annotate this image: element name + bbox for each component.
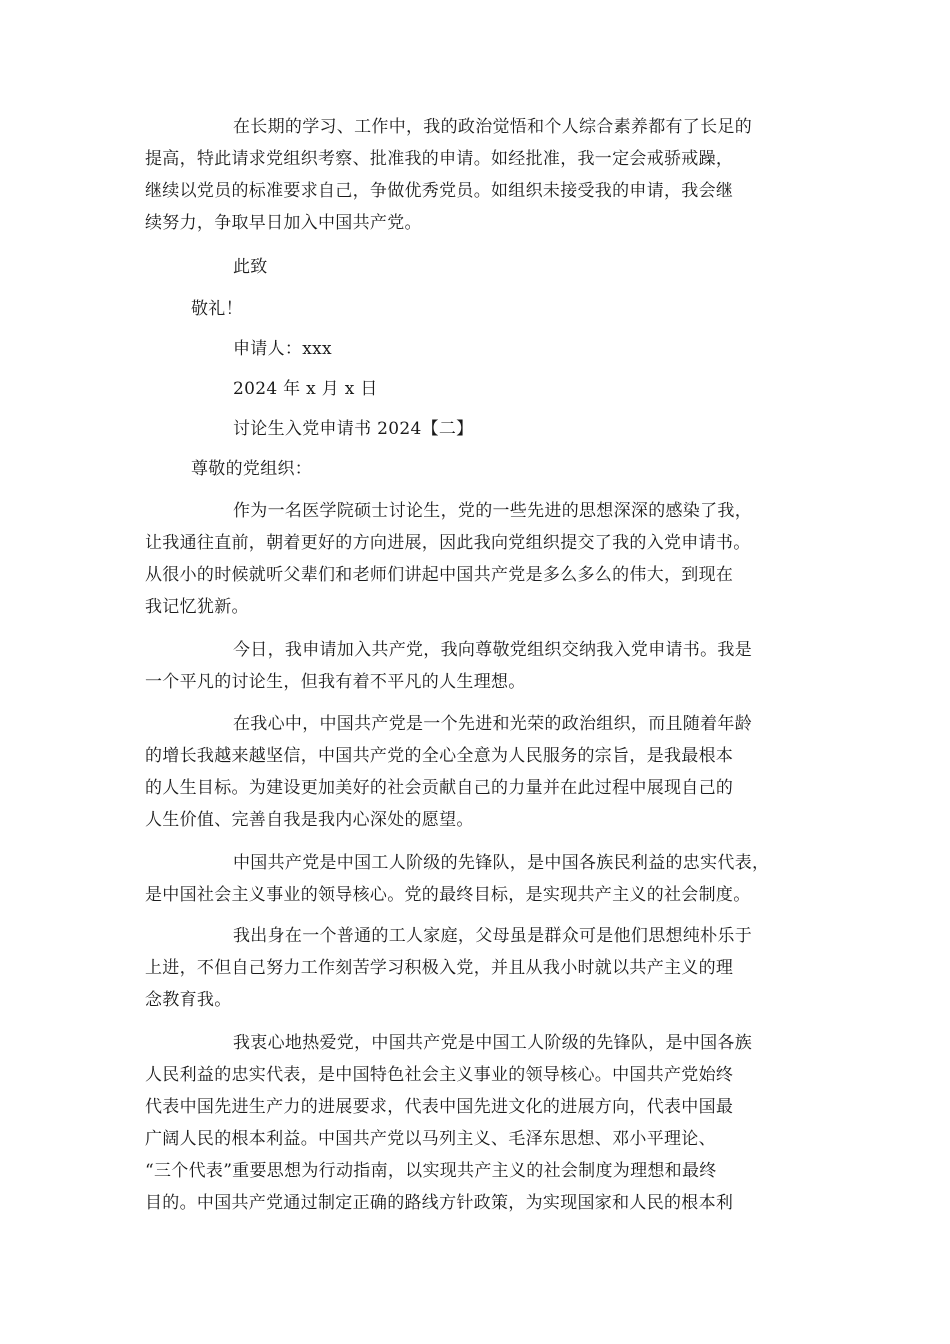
text-line: 广阔人民的根本利益。中国共产党以马列主义、毛泽东思想、邓小平理论、: [145, 1129, 716, 1149]
text-line: 人生价值、完善自我是我内心深处的愿望。: [145, 810, 474, 830]
closing-salutation: [145, 251, 807, 283]
paragraph-belief: [145, 708, 807, 836]
text-line: 念教育我。: [145, 990, 232, 1010]
text-line: 尊敬的党组织：: [191, 459, 313, 479]
text-line: 我记忆犹新。: [145, 597, 249, 617]
text-line: “三个代表”重要思想为行动指南，以实现共产主义的社会制度为理想和最终: [145, 1161, 717, 1181]
greeting: [145, 453, 807, 485]
application-date: [145, 373, 807, 405]
paragraph-conclusion: [145, 111, 807, 239]
closing-regards: [145, 293, 807, 325]
text-line: 续努力，争取早日加入中国共产党。: [145, 213, 422, 233]
text-line: 继续以党员的标准要求自己，争做优秀党员。如组织未接受我的申请，我会继: [145, 181, 734, 201]
text-line: 我衷心地热爱党，中国共产党是中国工人阶级的先锋队，是中国各族: [233, 1033, 752, 1053]
text-line: 中国共产党是中国工人阶级的先锋队，是中国各族民利益的忠实代表，: [233, 853, 770, 873]
text-line: 此致: [233, 257, 268, 277]
text-line: 2024 年 x 月 x 日: [233, 379, 378, 399]
text-line: 一个平凡的讨论生，但我有着不平凡的人生理想。: [145, 672, 526, 692]
section-heading: [145, 413, 807, 445]
paragraph-party-nature: [145, 847, 807, 911]
text-line: 提高，特此请求党组织考察、批准我的申请。如经批准，我一定会戒骄戒躁，: [145, 149, 734, 169]
text-line: 人民利益的忠实代表，是中国特色社会主义事业的领导核心。中国共产党始终: [145, 1065, 734, 1085]
paragraph-application: [145, 634, 807, 698]
text-line: 敬礼！: [191, 299, 243, 319]
text-line: 代表中国先进生产力的进展要求，代表中国先进文化的进展方向，代表中国最: [145, 1097, 734, 1117]
text-line: 在我心中，中国共产党是一个先进和光荣的政治组织，而且随着年龄: [233, 714, 752, 734]
text-line: 是中国社会主义事业的领导核心。党的最终目标，是实现共产主义的社会制度。: [145, 885, 751, 905]
text-line: 让我通往直前，朝着更好的方向进展，因此我向党组织提交了我的入党申请书。: [145, 533, 751, 553]
text-line: 目的。中国共产党通过制定正确的路线方针政策，为实现国家和人民的根本利: [145, 1193, 734, 1213]
text-line: 的增长我越来越坚信，中国共产党的全心全意为人民服务的宗旨，是我最根本: [145, 746, 734, 766]
text-line: 上进，不但自己努力工作刻苦学习积极入党，并且从我小时就以共产主义的理: [145, 958, 734, 978]
text-line: 今日，我申请加入共产党，我向尊敬党组织交纳我入党申请书。我是: [233, 640, 752, 660]
paragraph-intro: [145, 495, 807, 623]
paragraph-love-party: [145, 1027, 807, 1219]
text-line: 在长期的学习、工作中，我的政治觉悟和个人综合素养都有了长足的: [233, 117, 752, 137]
text-line: 申请人：xxx: [233, 339, 332, 359]
paragraph-family: [145, 920, 807, 1016]
applicant-signature: [145, 333, 807, 365]
text-line: 作为一名医学院硕士讨论生，党的一些先进的思想深深的感染了我，: [233, 501, 752, 521]
text-line: 的人生目标。为建设更加美好的社会贡献自己的力量并在此过程中展现自己的: [145, 778, 734, 798]
text-line: 从很小的时候就听父辈们和老师们讲起中国共产党是多么多么的伟大，到现在: [145, 565, 734, 585]
text-line: 讨论生入党申请书 2024【二】: [233, 419, 474, 439]
text-line: 我出身在一个普通的工人家庭，父母虽是群众可是他们思想纯朴乐于: [233, 926, 752, 946]
